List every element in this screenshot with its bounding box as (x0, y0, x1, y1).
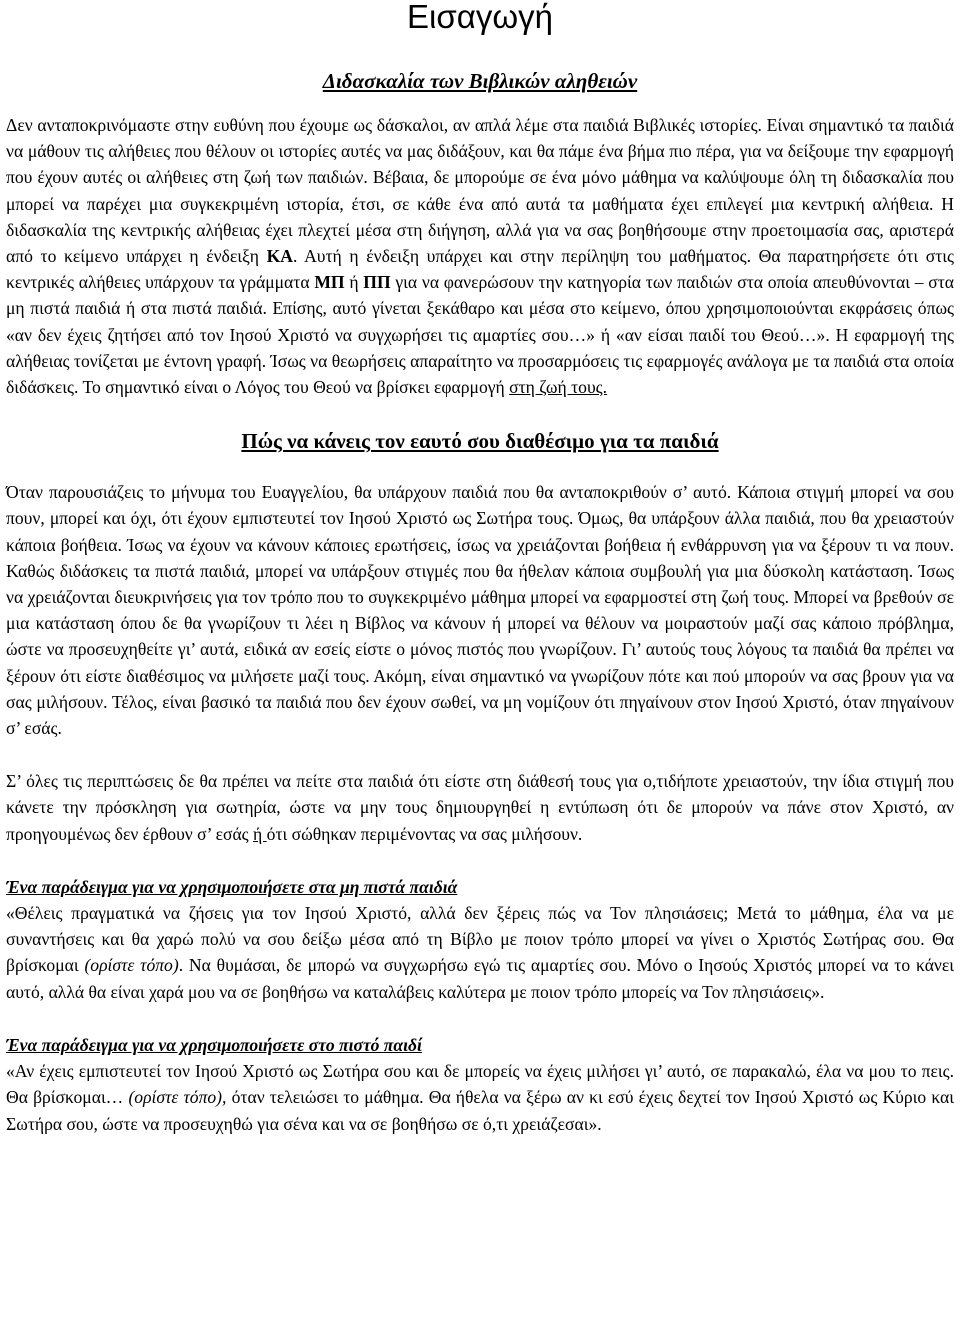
intro-text-b: . Αυτή η ένδειξη υπάρχει και στην περίληψη του μαθήματος. Θα παρατηρήσετε ότι στις κεντρικές αλήθειες υπάρχουν τα γράμματα (6, 246, 954, 293)
example1-paragraph (6, 900, 954, 1005)
example1-heading: Ένα παράδειγμα για να χρησιμοποιήσετε στα μη πιστά παιδιά (6, 876, 458, 897)
example2-text-a: «Αν έχεις εμπιστευτεί τον Ιησού Χριστό ως Σωτήρα σου και δε μπορείς να έχεις μιλήσει γι’ αυτό, σε παρακαλώ, έλα να μου το πεις. Θα βρίσκομαι… (6, 1061, 954, 1108)
intro-text-a: Δεν ανταποκρινόμαστε στην ευθύνη που έχουμε ως δάσκαλοι, αν απλά λέμε στα παιδιά Βιβλικές ιστορίες. Είναι σημαντικό τα παιδιά να μάθουν τις αλήθειες που θέλουν οι ιστορίες αυτές να μας διδάξουν, και θα πάμε ένα βήμα πιο πέρα, για να δείξουμε την εφαρμογή που έχουν αυτές οι αλήθειες στη ζωή των παιδιών. Βέβαια, δε μπορούμε σε ένα μόνο μάθημα να καλύψουμε όλη τη διδασκαλία που μπορεί να παρέχει μια συγκεκριμένη ιστορία, έτσι, σε κάθε ένα από αυτά τα μαθήματα έχει επιλεγεί μια κεντρική αλήθεια. Η διδασκαλία της κεντρικής αλήθειας έχει πλεχτεί μέσα στη διήγηση, αλλά για να σας βοηθήσουμε στην προετοιμασία σας, αριστερά από το κείμενο υπάρχει η ένδειξη (6, 115, 954, 267)
page-title: Εισαγωγή (407, 0, 553, 35)
mp-marker: ΜΠ (314, 272, 345, 293)
cases-text-a: Σ’ όλες τις περιπτώσεις δε θα πρέπει να πείτε στα παιδιά ότι είστε στη διάθεσή τους για ο,τιδήποτε χρειαστούν, την ίδια στιγμή που κάνετε την πρόσκληση για σωτηρία, ώστε να μην τους δημιουργηθεί η εντύπωση ότι δε μπορούν να πάνε στον Χριστό, αν προηγουμένως δεν έρθουν σ’ εσάς (6, 771, 954, 844)
example1-place: (ορίστε τόπο) (84, 955, 179, 976)
or-text: ή (344, 272, 364, 293)
life-underlined: στη ζωή τους. (509, 377, 608, 398)
intro-paragraph (6, 112, 954, 400)
pp-marker: ΠΠ (363, 272, 391, 293)
section-heading-availability: Πώς να κάνεις τον εαυτό σου διαθέσιμο για τα παιδιά (241, 429, 719, 454)
ka-marker: ΚΑ (266, 246, 294, 267)
example2-heading: Ένα παράδειγμα για να χρησιμοποιήσετε στο πιστό παιδί (6, 1034, 422, 1055)
cases-underlined: ή (253, 823, 267, 844)
intro-text-c: για να φανερώσουν την κατηγορία των παιδιών στα οποία απευθύνονται – στα μη πιστά παιδιά ή στα πιστά παιδιά. Επίσης, αυτό γίνεται ξεκάθαρο και μέσα στο κείμενο, όπου χρησιμοποιούνται εκφράσεις όπως «αν δεν έχεις ζητήσει από τον Ιησού Χριστό να συγχωρήσει τις αμαρτίες σου…» ή «αν είσαι παιδί του Θεού…». Η εφαρμογή της αλήθειας τονίζεται με έντονη γραφή. Ίσως να θεωρήσεις απαραίτητο να προσαρμόσεις τις εφαρμογές ανάλογα με τα παιδιά στα οποία διδάσκεις. Το σημαντικό είναι ο Λόγος του Θεού να βρίσκει εφαρμογή (6, 272, 955, 398)
cases-paragraph (6, 768, 954, 847)
example1-text-a: «Θέλεις πραγματικά να ζήσεις για τον Ιησού Χριστό, αλλά δεν ξέρεις πώς να Τον πλησιάσεις; Μετά το μάθημα, έλα να με συναντήσεις και θα χαρώ πολύ να σου δείξω μέσα από τη Βίβλο με ποιον τρόπο μπορεί να γίνει ο Χριστός Σωτήρας σου. Θα βρίσκομαι (6, 903, 954, 976)
cases-text-b: ότι σώθηκαν περιμένοντας να σας μιλήσουν. (266, 823, 583, 844)
section-heading-teaching: Διδασκαλία των Βιβλικών αληθειών (322, 69, 638, 93)
example2-place: (ορίστε τόπο), (128, 1087, 227, 1108)
example2-paragraph (6, 1058, 954, 1137)
availability-paragraph: Όταν παρουσιάζεις το μήνυμα του Ευαγγελίου, θα υπάρχουν παιδιά που θα ανταποκριθούν σ’ αυτό. Κάποια στιγμή μπορεί να σου πουν, μπορεί και όχι, ότι έχουν εμπιστευτεί τον Ιησού Χριστό ως Σωτήρα τους. Όμως, θα υπάρξουν άλλα παιδιά, που θα χρειαστούν κάποια βοήθεια. Ίσως να έχουν να κάνουν κάποιες ερωτήσεις, ίσως να χρειάζονται βοήθεια ή ενθάρρυνση για να ξέρουν τι να πουν. Καθώς διδάσκεις τα πιστά παιδιά, μπορεί να υπάρξουν στιγμές που θα ήθελαν κάποια συμβουλή για μια δύσκολη κατάσταση. Ίσως να χρειάζονται διευκρινήσεις για τον τρόπο που το συγκεκριμένο μάθημα μπορεί να εφαρμοστεί στη ζωή τους. Μπορεί να βρεθούν σε μια κατάσταση όπου δε θα γνωρίζουν τι λέει η Βίβλος να κάνουν ή μπορεί να θέλουν να μοιραστούν μαζί σας κάποιο πρόβλημα, ώστε να προσευχηθείτε γι’ αυτά, ειδικά αν εσείς είστε ο μόνος πιστός που γνωρίζουν. Γι’ αυτούς τους λόγους τα παιδιά θα πρέπει να ξέρουν ότι είστε διαθέσιμος να μιλήσετε μαζί τους. Ακόμη, είναι σημαντικό να γνωρίζουν πότε και πού μπορούν να σας βρουν για να σας μιλήσουν. Τέλος, είναι βασικό τα παιδιά που δεν έχουν σωθεί, να μη νομίζουν ότι πηγαίνουν στον Ιησού Χριστό, όταν πηγαίνουν σ’ εσάς. (6, 482, 954, 739)
example2-text-b: όταν τελειώσει το μάθημα. Θα ήθελα να ξέρω αν κι εσύ έχεις δεχτεί τον Ιησού Χριστό ως Κύριο και Σωτήρα σου, ώστε να προσευχηθώ για σένα και να σε βοηθήσω σε ό,τι χρειάζεσαι». (6, 1087, 954, 1134)
example1-text-b: . Να θυμάσαι, δε μπορώ να συγχωρήσω εγώ τις αμαρτίες σου. Μόνο ο Ιησούς Χριστός μπορεί να το κάνει αυτό, αλλά θα είναι χαρά μου να σε βοηθήσω να καταλάβεις καλύτερα με ποιον τρόπο μπορείς να Τον πλησιάσεις». (6, 955, 954, 1002)
